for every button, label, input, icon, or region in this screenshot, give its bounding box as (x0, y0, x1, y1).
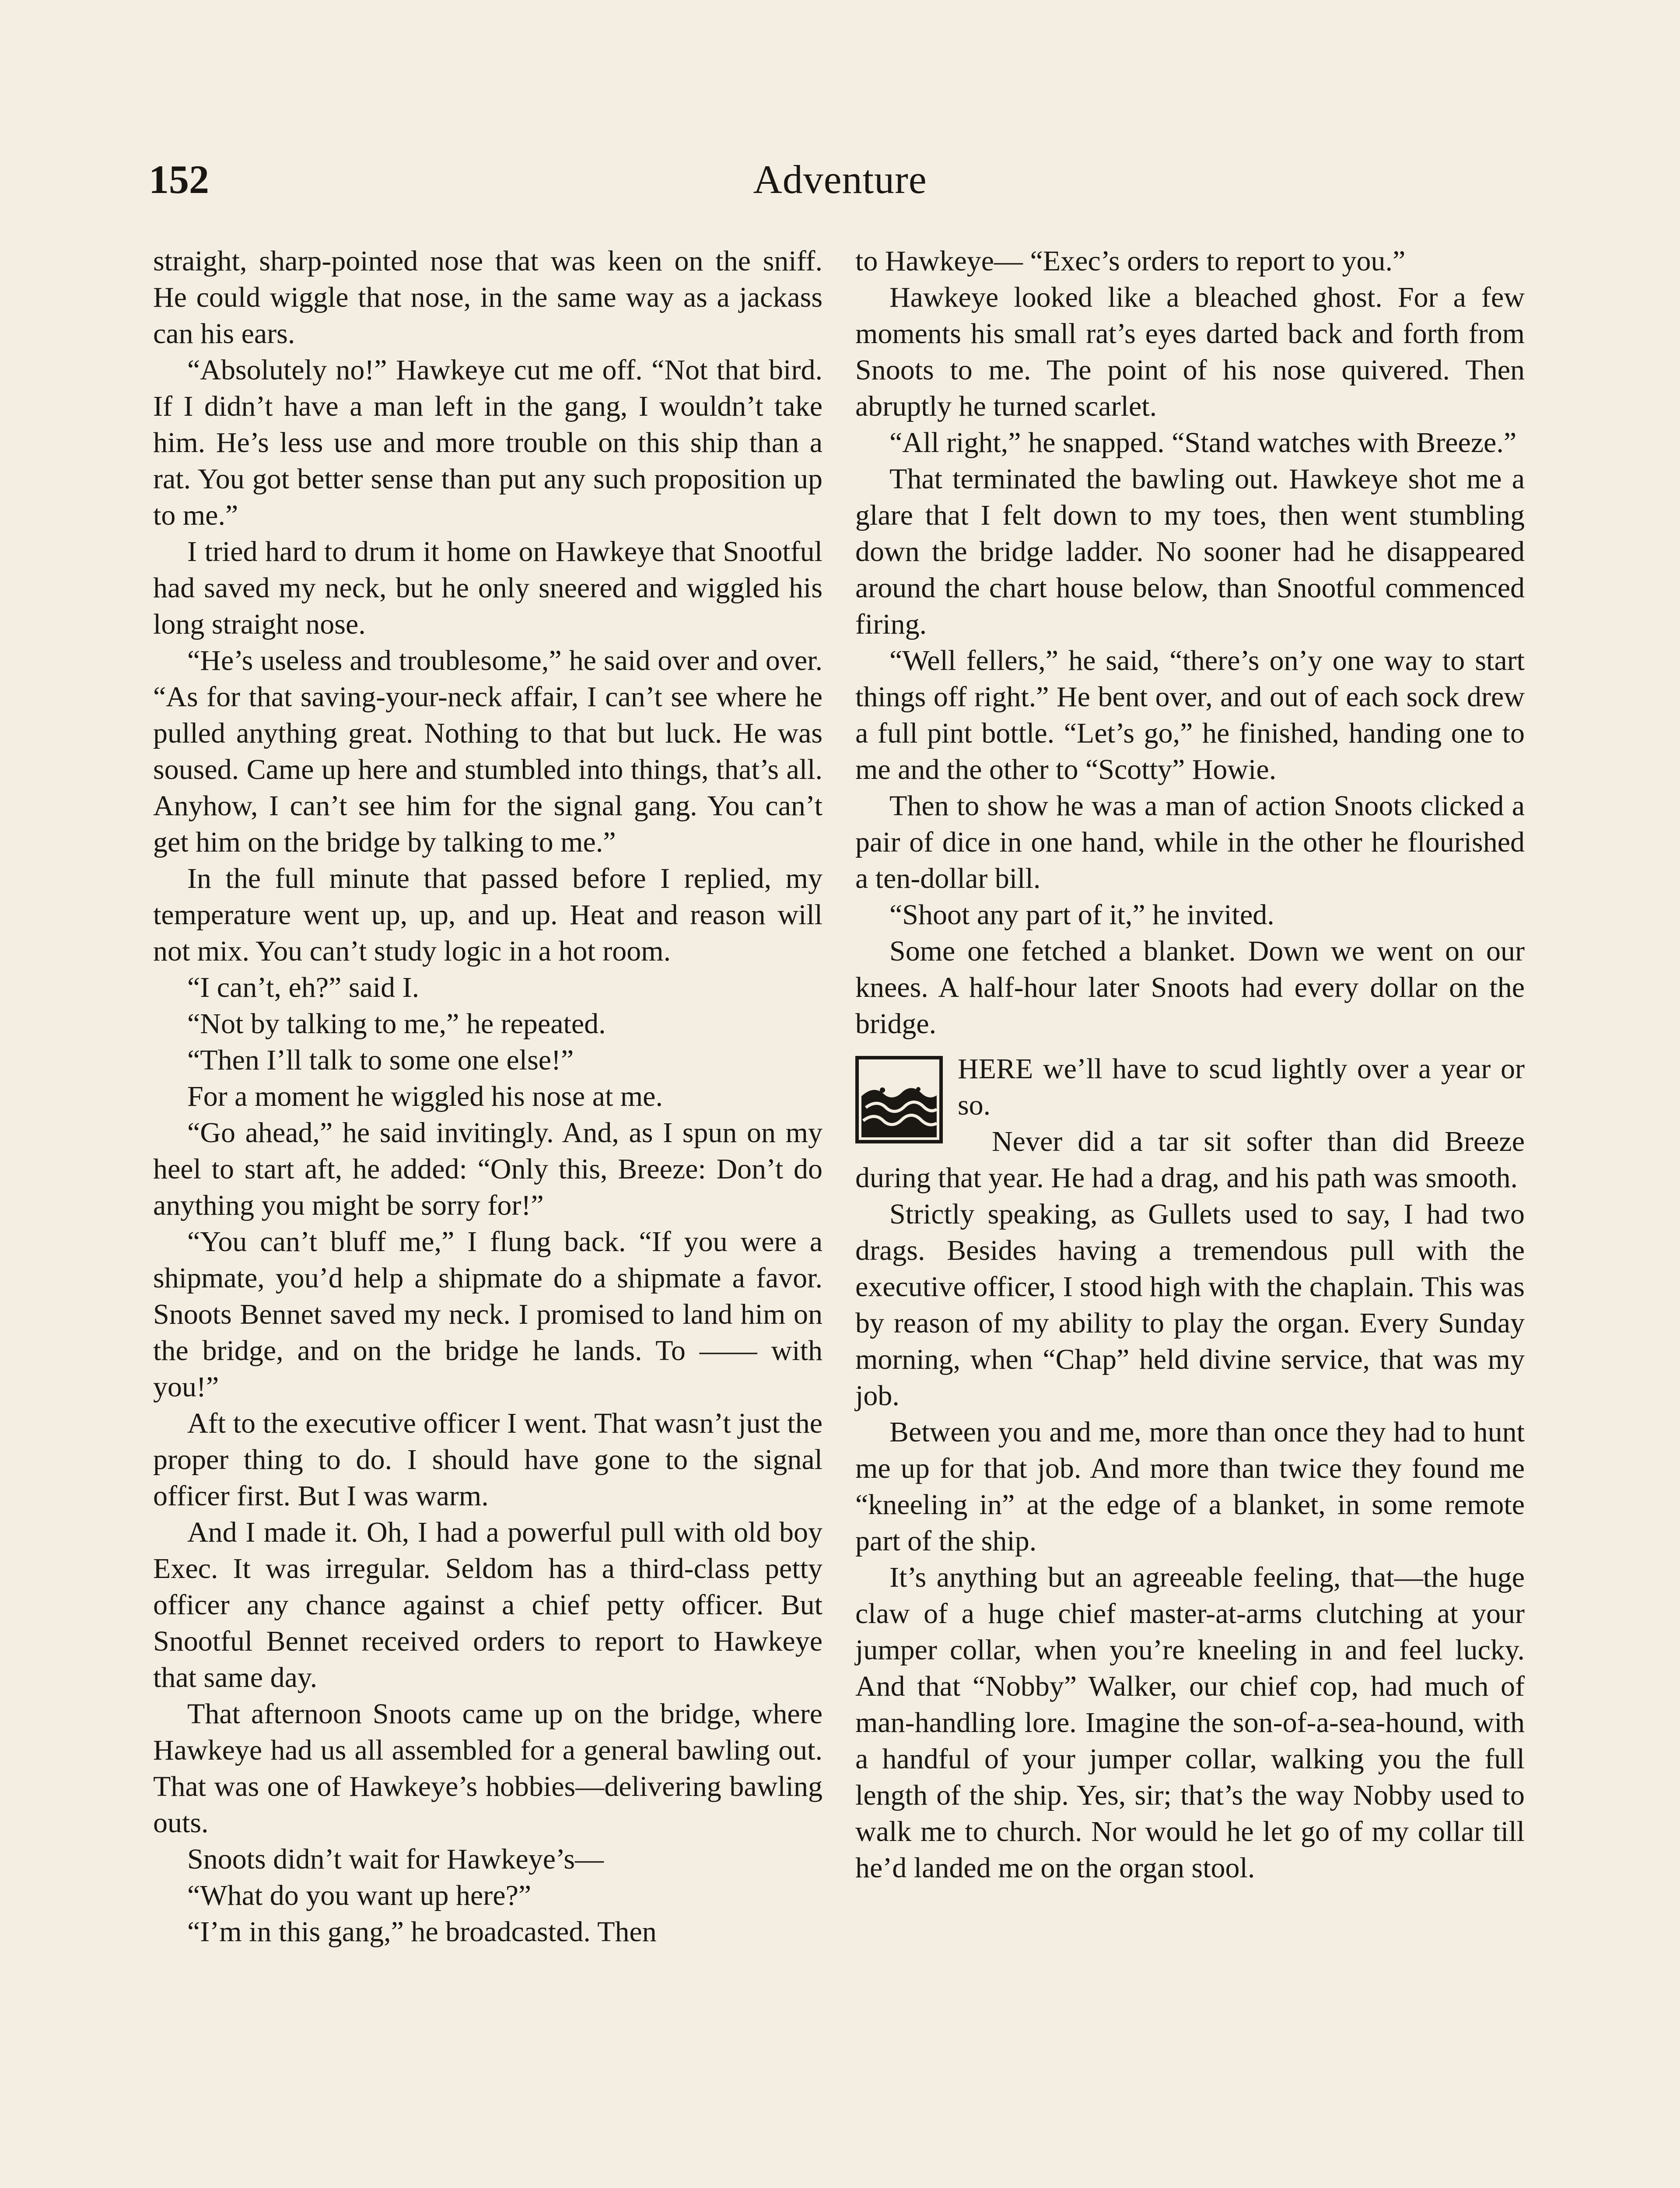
paragraph: “Absolutely no!” Hawkeye cut me off. “Not that bird. If I didn’t have a man left in the gang, I wouldn’t take him. He’s less use and more trouble on this ship than a rat. You got better sense than put any such proposition up to me.” (153, 354, 822, 531)
paragraph: And I made it. Oh, I had a powerful pull with old boy Exec. It was irregular. Seldom has a third-class petty officer any chance against a chief petty officer. But Snootful Bennet received orders to report to Hawkeye that same day. (153, 1516, 822, 1694)
paragraph: Between you and me, more than once they had to hunt me up for that job. And more than twice they found me “kneeling in” at the edge of a blanket, in some remote part of the ship. (855, 1416, 1525, 1557)
paragraph: Hawkeye looked like a bleached ghost. For a few moments his small rat’s eyes darted back and forth from Snoots to me. The point of his nose quivered. Then abruptly he turned scarlet. (855, 281, 1525, 422)
paragraph: HERE we’ll have to scud lightly over a year or so. (958, 1053, 1525, 1121)
paragraph: “He’s useless and troublesome,” he said over and over. “As for that saving-your-neck affair, I can’t see where he pulled anything great. Nothing to that but luck. He was soused. Came up here and stumbled into things, that’s all. Anyhow, I can’t see him for the signal gang. You can’t get him on the bridge by talking to me.” (153, 645, 822, 858)
right-column (855, 243, 1525, 1886)
left-column (153, 243, 822, 1950)
paragraph: Some one fetched a blanket. Down we went on our knees. A half-hour later Snoots had every dollar on the bridge. (855, 935, 1525, 1040)
paragraph: I tried hard to drum it home on Hawkeye that Snootful had saved my neck, but he only sneered and wiggled his long straight nose. (153, 536, 822, 640)
page-header (149, 151, 1531, 208)
paragraph: Strictly speaking, as Gullets used to say, I had two drags. Besides having a tremendous pull with the executive officer, I stood high with the chaplain. This was by reason of my ability to play the organ. Every Sunday morning, when “Chap” held divine service, that was my job. (855, 1198, 1525, 1412)
paragraph: Snoots didn’t wait for Hawkeye’s— (187, 1843, 604, 1875)
paragraph: Aft to the executive officer I went. That wasn’t just the proper thing to do. I should have gone to the signal officer first. But I was warm. (153, 1407, 822, 1512)
waves-icon (861, 1062, 937, 1137)
paragraph: “You can’t bluff me,” I flung back. “If you were a shipmate, you’d help a shipmate do a shipmate a favor. Snoots Bennet saved my neck. I promised to land him on the bridge, and on the bridge he lands. To —— with you!” (153, 1226, 822, 1403)
paragraph: That afternoon Snoots came up on the bridge, where Hawkeye had us all assembled for a general bawling out. That was one of Hawkeye’s hobbies—delivering bawling outs. (153, 1698, 822, 1839)
paragraph: straight, sharp-pointed nose that was keen on the sniff. He could wiggle that nose, in the same way as a jackass can his ears. (153, 245, 822, 350)
paragraph: “What do you want up here?” (187, 1879, 532, 1911)
paragraph: “Go ahead,” he said invitingly. And, as I spun on my heel to start aft, he added: “Only this, Breeze: Don’t do anything you might be sorry for!” (153, 1117, 822, 1221)
paragraph: “Then I’ll talk to some one else!” (187, 1044, 574, 1076)
paragraph: Then to show he was a man of action Snoots clicked a pair of dice in one hand, while in the other he flourished a ten-dollar bill. (855, 790, 1525, 894)
paragraph: “Not by talking to me,” he repeated. (187, 1008, 606, 1040)
paragraph: “All right,” he snapped. “Stand watches with Breeze.” (889, 427, 1517, 459)
paragraph: “Shoot any part of it,” he invited. (889, 899, 1274, 931)
paragraph: “Well fellers,” he said, “there’s on’y one way to start things off right.” He bent over, and out of each sock drew a full pint bottle. “Let’s go,” he finished, handing one to me and the other to “Scotty” Howie. (855, 645, 1525, 785)
paragraph: That terminated the bawling out. Hawkeye shot me a glare that I felt down to my toes, then went stumbling down the bridge ladder. No sooner had he disappeared around the chart house below, than Snootful commenced firing. (855, 463, 1525, 640)
paragraph: “I can’t, eh?” said I. (187, 971, 420, 1003)
paragraph: For a moment he wiggled his nose at me. (187, 1080, 663, 1112)
running-title: Adventure (753, 157, 927, 202)
paragraph: to Hawkeye— “Exec’s orders to report to you.” (855, 245, 1406, 277)
drop-cap-ornament (855, 1056, 943, 1143)
page-number: 152 (149, 157, 209, 202)
paragraph: “I’m in this gang,” he broadcasted. Then (187, 1916, 657, 1948)
paragraph: It’s anything but an agreeable feeling, that—the huge claw of a huge chief master-at-arms clutching at your jumper collar, when you’re kneeling in and feel lucky. And that “Nobby” Walker, our chief cop, had much of man-handling lore. Imagine the son-of-a-sea-hound, with a handful of your jumper collar, walking you the full length of the ship. Yes, sir; that’s the way Nobby used to walk me to church. Nor would he let go of my collar till he’d landed me on the organ stool. (855, 1561, 1525, 1884)
section-break (855, 1051, 1525, 1196)
paragraph: Never did a tar sit softer than did Breeze during that year. He had a drag, and his path was smooth. (855, 1126, 1525, 1194)
paragraph: In the full minute that passed before I replied, my temperature went up, up, and up. Heat and reason will not mix. You can’t study logic in a hot room. (153, 863, 822, 967)
